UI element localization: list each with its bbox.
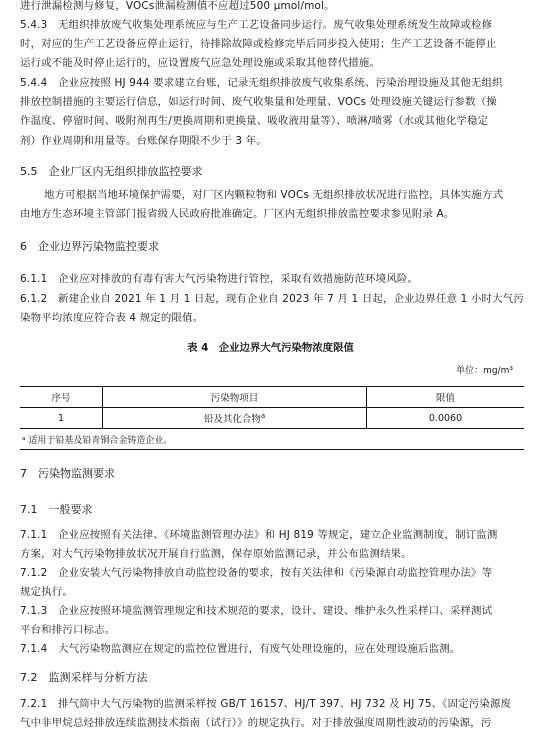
table-caption: 表 4 企业边界大气污染物浓度限值 [187, 342, 354, 354]
section-heading: 7.1 一般要求 [20, 503, 93, 516]
paragraph-line: 7.1.2 企业安装大气污染物排放自动监控设备的要求，按有关法律和《污染源自动监控管理办法》等 [20, 567, 493, 579]
paragraph-line: 时，对应的生产工艺设备应停止运行，待排除故障或检修完毕后同步投入使用；生产工艺设备不能停止 [20, 38, 497, 50]
paragraph-line: 5.4.4 企业应按照 HJ 944 要求建立台账，记录无组织排放废气收集系统、污染治理设施及其他无组织 [20, 77, 503, 89]
header-cell: 污染物项目 [103, 387, 367, 408]
footnote-marker: a [260, 411, 266, 420]
table-row [20, 408, 524, 429]
paragraph-line: 染物平均浓度应符合表 4 规定的限值。 [20, 312, 204, 324]
table-header-row [20, 387, 524, 408]
section-heading: 6 企业边界污染物监控要求 [20, 240, 159, 253]
pollutant-limit-table [20, 386, 524, 450]
section-heading: 7.2 监测采样与分析方法 [20, 671, 148, 684]
section-heading: 7 污染物监测要求 [20, 467, 115, 480]
pollutant-name: 铅及其化合物 [203, 414, 261, 425]
paragraph-line: 气中非甲烷总烃排放连续监测技术指南（试行）》的规定执行。对于排放强度周期性波动的污染源，污 [20, 717, 492, 729]
section-heading: 5.5 企业厂区内无组织排放监控要求 [20, 165, 203, 178]
table-note-row [20, 429, 524, 450]
paragraph-line: 地方可根据当地环境保护需要，对厂区内颗粒物和 VOCs 无组织排放状况进行监控，具体实施方式 [44, 189, 504, 201]
paragraph-line: 排放控制措施的主要运行信息，如运行时间、废气收集量和处理量、VOCs 处理设施关键运行参数（操 [20, 96, 497, 108]
paragraph-line: 6.1.2 新建企业自 2021 年 1 月 1 日起，现有企业自 2023 年 7 月 1 日起，企业边界任意 1 小时大气污 [20, 293, 524, 305]
table-unit: 单位：mg/m³ [456, 366, 513, 376]
paragraph-line: 5.4.3 无组织排放废气收集处理系统应与生产工艺设备同步运行。废气收集处理系统发生故障或检修 [20, 19, 493, 31]
paragraph-line: 剂）作业周期和用量等。台账保存期限不少于 3 年。 [20, 135, 267, 147]
table-cell [103, 408, 367, 429]
paragraph-line: 平台和排污口标志。 [20, 624, 116, 636]
paragraph-line: 进行泄漏检测与修复，VOCs泄漏检测值不应超过500 μmol/mol。 [20, 0, 335, 12]
paragraph-line: 7.2.1 排气筒中大气污染物的监测采样按 GB/T 16157、HJ/T 397、HJ 732 及 HJ 75、《固定污染源废 [20, 698, 512, 710]
header-cell: 限值 [367, 387, 525, 408]
table-note: ᵃ 适用于铅基及铅青铜合金铸造企业。 [20, 429, 524, 450]
paragraph-line: 7.1.4 大气污染物监测应在规定的监控位置进行，有废气处理设施的，应在处理设施后监测。 [20, 643, 461, 655]
header-cell: 序号 [20, 387, 103, 408]
paragraph-line: 作温度、停留时间、吸附剂再生/更换周期和更换量、吸收液用量等）、喷淋/喷雾（水或其他化学稳定 [20, 115, 489, 127]
paragraph-line: 规定执行。 [20, 586, 73, 598]
paragraph-line: 7.1.3 企业应按照环境监测管理规定和技术规范的要求，设计、建设、维护永久性采样口、采样测试 [20, 605, 493, 617]
table-cell: 1 [20, 408, 103, 429]
paragraph-line: 方案，对大气污染物排放状况开展自行监测，保存原始监测记录，并公布监测结果。 [20, 548, 412, 560]
paragraph-line: 7.1.1 企业应按照有关法律、《环境监测管理办法》和 HJ 819 等规定，建立企业监测制度，制订监测 [20, 529, 498, 541]
paragraph-line: 6.1.1 企业应对排放的有毒有害大气污染物进行管控，采取有效措施防范环境风险。 [20, 273, 419, 285]
table-cell: 0.0060 [367, 408, 525, 429]
paragraph-line: 由地方生态环境主管部门报省级人民政府批准确定。厂区内无组织排放监控要求参见附录 A。 [20, 208, 455, 220]
paragraph-line: 运行或不能及时停止运行的，应设置废气应急处理设施或采取其他替代措施。 [20, 57, 381, 69]
